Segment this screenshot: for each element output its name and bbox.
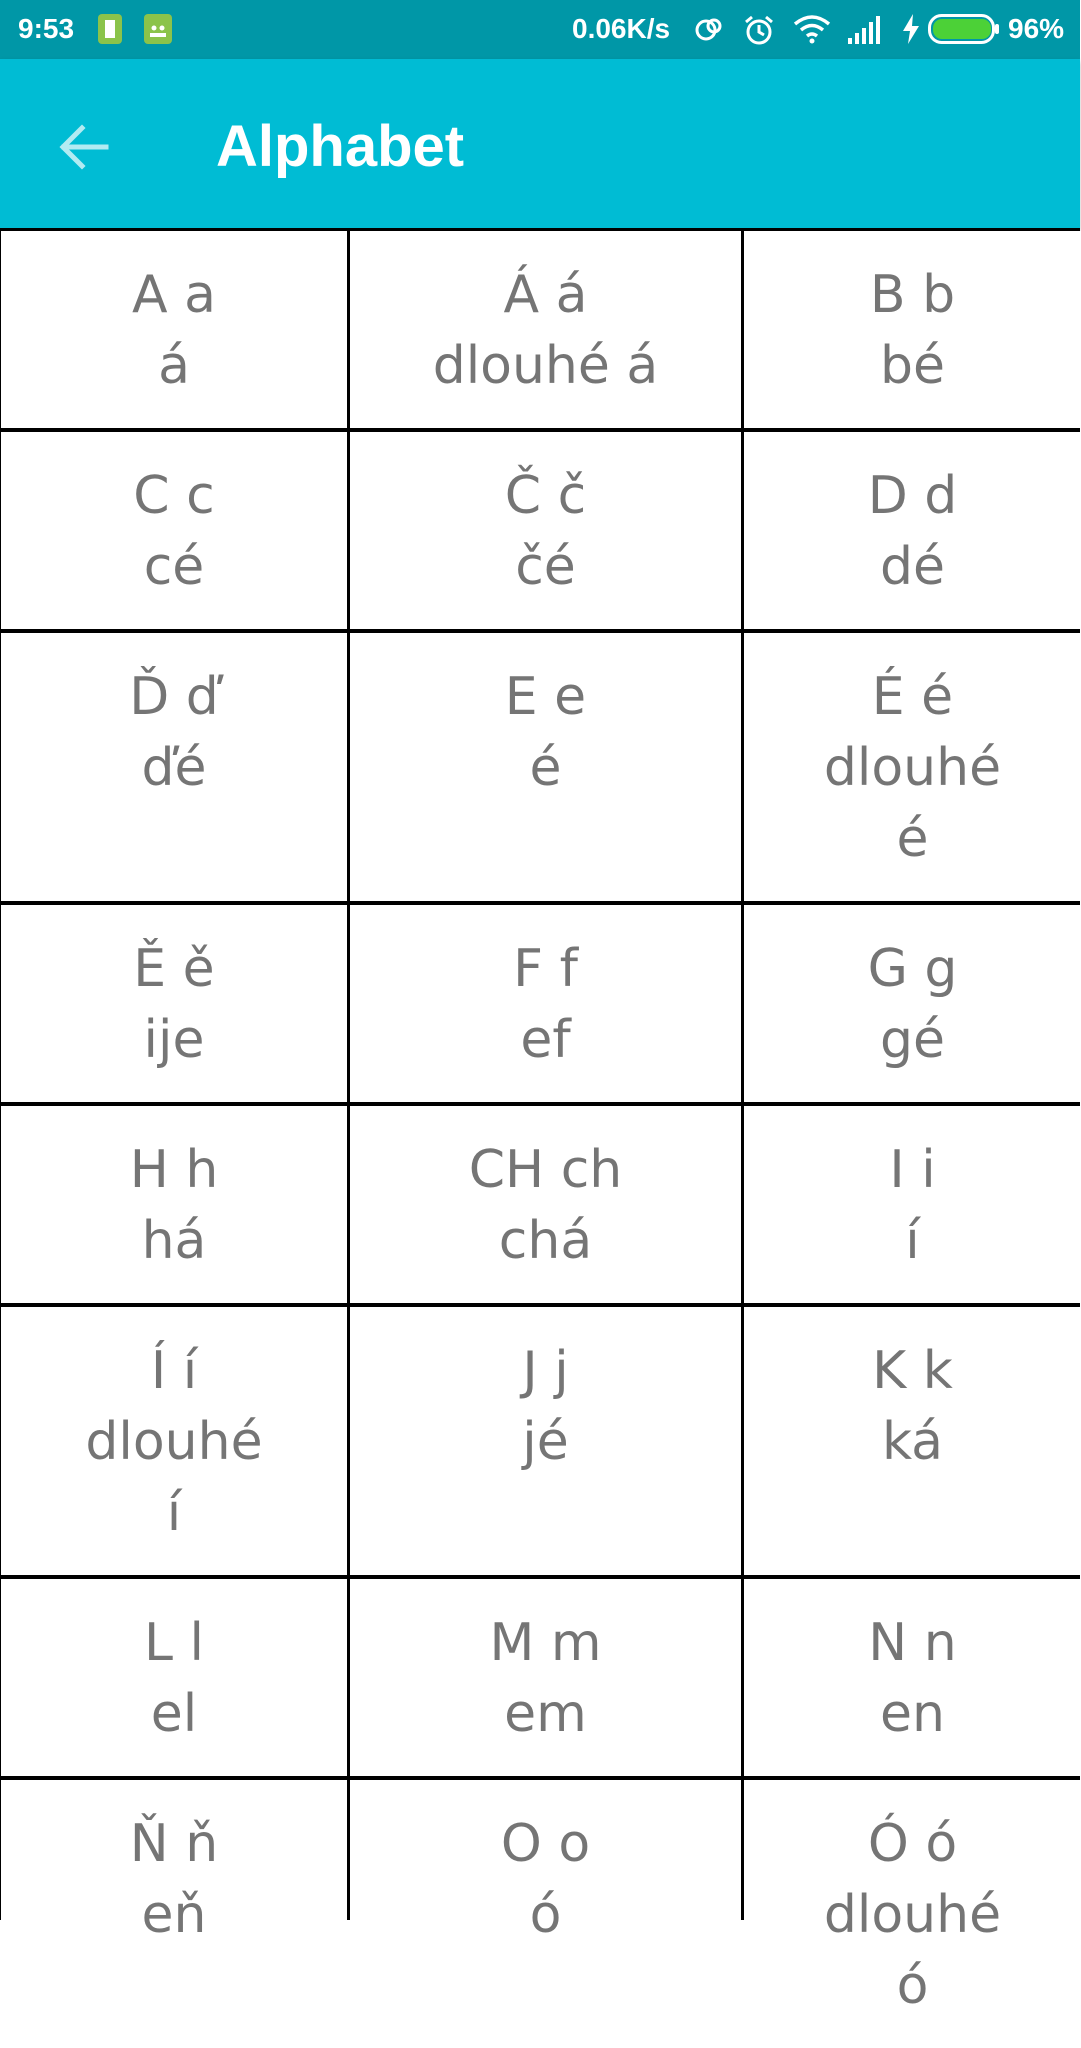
letter-name: dé <box>880 537 945 597</box>
letter-glyphs: J j <box>522 1341 569 1401</box>
letter-name: ó <box>529 1885 562 1945</box>
letter-name: el <box>150 1684 198 1744</box>
letter-cell[interactable] <box>350 432 741 629</box>
letter-cell[interactable] <box>744 1106 1081 1303</box>
letter-cell[interactable] <box>1 1106 347 1303</box>
letter-glyphs: K k <box>872 1341 953 1401</box>
letter-cell[interactable] <box>1 231 347 428</box>
letter-glyphs: E e <box>504 667 587 727</box>
letter-glyphs: Í í <box>150 1341 198 1401</box>
letter-name: há <box>141 1211 207 1271</box>
android-icon <box>144 14 172 44</box>
letter-cell[interactable] <box>1 1307 347 1575</box>
letter-name: ef <box>520 1010 571 1070</box>
letter-cell[interactable] <box>350 1307 741 1575</box>
status-bar <box>0 0 1080 59</box>
letter-glyphs: H h <box>129 1140 219 1200</box>
letter-cell[interactable] <box>744 231 1081 428</box>
letter-glyphs: G g <box>867 939 958 999</box>
letter-cell[interactable] <box>1 432 347 629</box>
letter-glyphs: C c <box>133 466 215 526</box>
battery-percent: 96% <box>1008 13 1065 44</box>
letter-name: eň <box>141 1885 207 1945</box>
letter-name: á <box>158 336 190 396</box>
letter-glyphs: B b <box>869 265 956 325</box>
battery-icon <box>928 14 1000 44</box>
letter-glyphs: Á á <box>503 265 588 325</box>
letter-cell[interactable] <box>350 231 741 428</box>
letter-cell[interactable] <box>744 432 1081 629</box>
letter-name: em <box>504 1684 587 1744</box>
letter-glyphs: L l <box>144 1613 204 1673</box>
letter-name: dlouhé á <box>432 336 659 396</box>
letter-glyphs: O o <box>500 1814 591 1874</box>
letter-name: en <box>880 1684 945 1744</box>
letter-glyphs: CH ch <box>468 1140 623 1200</box>
alarm-icon <box>743 14 775 46</box>
letter-glyphs: Č č <box>504 466 587 526</box>
letter-glyphs: N n <box>868 1613 957 1673</box>
app-bar <box>0 59 1080 228</box>
letter-name: ká <box>881 1412 944 1472</box>
charging-icon <box>901 14 921 44</box>
network-speed: 0.06K/s <box>572 13 671 44</box>
page-title: Alphabet <box>216 114 465 179</box>
letter-name: bé <box>880 336 945 396</box>
letter-name: čé <box>515 537 576 597</box>
sim-card-icon <box>98 14 122 44</box>
alphabet-grid <box>0 228 1080 2016</box>
letter-name: jé <box>522 1412 569 1472</box>
letter-name: chá <box>498 1211 593 1271</box>
letter-cell[interactable] <box>744 1780 1081 2048</box>
letter-cell[interactable] <box>350 1579 741 1776</box>
letter-name: dlouhé í <box>85 1412 263 1543</box>
letter-cell[interactable] <box>350 1780 741 2048</box>
letter-cell[interactable] <box>350 633 741 901</box>
letter-cell[interactable] <box>744 1579 1081 1776</box>
letter-cell[interactable] <box>350 1106 741 1303</box>
sync-icon <box>695 14 725 44</box>
letter-name: é <box>529 738 562 798</box>
letter-glyphs: É é <box>871 667 954 727</box>
letter-glyphs: M m <box>489 1613 602 1673</box>
letter-cell[interactable] <box>1 905 347 1102</box>
letter-cell[interactable] <box>1 1780 347 2048</box>
letter-glyphs: Ň ň <box>129 1814 219 1874</box>
letter-name: í <box>905 1211 920 1271</box>
letter-cell[interactable] <box>1 1579 347 1776</box>
letter-cell[interactable] <box>744 1307 1081 1575</box>
letter-cell[interactable] <box>744 905 1081 1102</box>
letter-glyphs: I i <box>889 1140 936 1200</box>
back-arrow-icon[interactable] <box>56 119 112 175</box>
letter-glyphs: Ó ó <box>867 1814 958 1874</box>
letter-glyphs: D d <box>867 466 958 526</box>
letter-name: dlouhé é <box>823 738 1002 869</box>
letter-name: gé <box>880 1010 945 1070</box>
letter-glyphs: F f <box>513 939 578 999</box>
signal-icon <box>848 14 886 44</box>
letter-name: ďé <box>141 738 207 798</box>
letter-cell[interactable] <box>1 633 347 901</box>
letter-cell[interactable] <box>744 633 1081 901</box>
letter-glyphs: A a <box>132 265 216 325</box>
letter-cell[interactable] <box>350 905 741 1102</box>
letter-glyphs: Ě ě <box>133 939 215 999</box>
letter-name: dlouhé ó <box>823 1885 1002 2016</box>
letter-glyphs: Ď ď <box>129 667 219 727</box>
status-time: 9:53 <box>18 13 75 44</box>
letter-name: ije <box>143 1010 205 1070</box>
wifi-icon <box>793 14 831 44</box>
letter-name: cé <box>143 537 205 597</box>
